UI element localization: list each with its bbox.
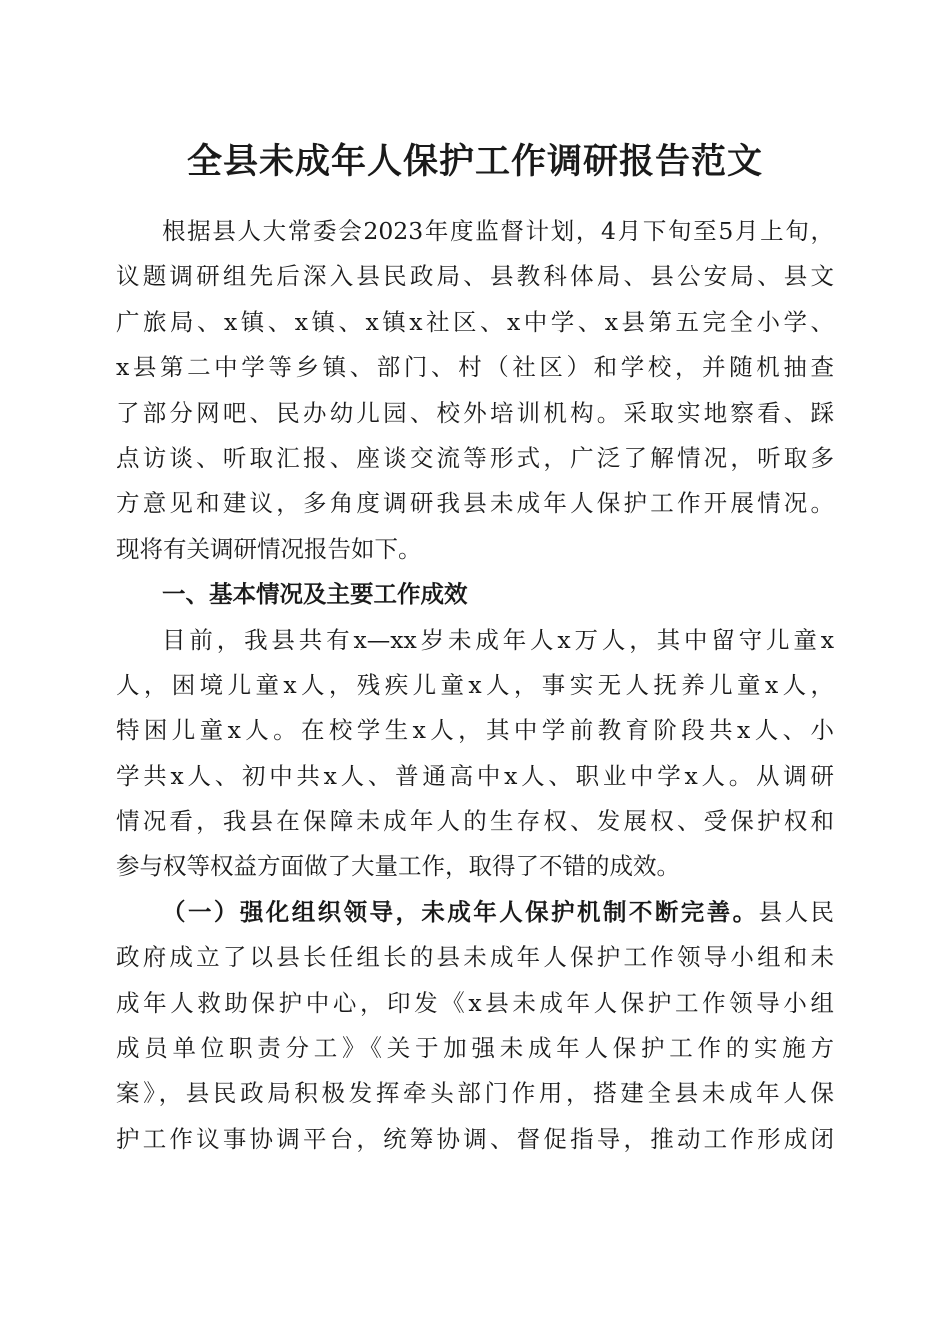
document-body <box>116 209 834 1162</box>
paragraph-line: 护工作议事协调平台，统筹协调、督促指导，推动工作形成闭 <box>116 1124 834 1153</box>
paragraph-line: 了部分网吧、民办幼儿园、校外培训机构。采取实地察看、踩 <box>116 398 834 427</box>
paragraph-line: 目前，我县共有x—xx岁未成年人x万人，其中留守儿童x <box>162 625 834 654</box>
paragraph-line: 广旅局、x镇、x镇、x镇x社区、x中学、x县第五完全小学、 <box>116 307 834 336</box>
paragraph-line: 参与权等权益方面做了大量工作，取得了不错的成效。 <box>116 852 680 881</box>
document-title: 全县未成年人保护工作调研报告范文 <box>186 142 763 182</box>
section-heading: 一、基本情况及主要工作成效 <box>162 580 468 609</box>
paragraph-line: 点访谈、听取汇报、座谈交流等形式，广泛了解情况，听取多 <box>116 443 834 472</box>
paragraph-line: 人，困境儿童x人，残疾儿童x人，事实无人抚养儿童x人， <box>116 670 834 699</box>
paragraph-line: 政府成立了以县长任组长的县未成年人保护工作领导小组和未 <box>116 943 834 972</box>
paragraph-line: 议题调研组先后深入县民政局、县教科体局、县公安局、县文 <box>116 262 834 291</box>
paragraph-line: 成员单位职责分工》《关于加强未成年人保护工作的实施方 <box>116 1034 834 1063</box>
paragraph-line: 根据县人大常委会2023年度监督计划，4月下旬至5月上旬， <box>162 217 834 245</box>
subsection-first-line <box>116 890 834 935</box>
paragraph-text: 县人民 <box>758 897 834 926</box>
paragraph-line: 现将有关调研情况报告如下。 <box>116 534 422 563</box>
paragraph-line: x县第二中学等乡镇、部门、村（社区）和学校，并随机抽查 <box>116 353 834 382</box>
paragraph-line: 案》，县民政局积极发挥牵头部门作用，搭建全县未成年人保 <box>116 1079 834 1108</box>
paragraph-line: 成年人救助保护中心，印发《x县未成年人保护工作领导小组 <box>116 988 834 1017</box>
subsection-heading: （一）强化组织领导，未成年人保护机制不断完善。 <box>162 897 759 926</box>
paragraph-line: 特困儿童x人。在校学生x人，其中学前教育阶段共x人、小 <box>116 716 834 745</box>
paragraph-line: 学共x人、初中共x人、普通高中x人、职业中学x人。从调研 <box>116 761 834 790</box>
paragraph-line: 方意见和建议，多角度调研我县未成年人保护工作开展情况。 <box>116 489 834 518</box>
paragraph-line: 情况看，我县在保障未成年人的生存权、发展权、受保护权和 <box>116 807 834 836</box>
